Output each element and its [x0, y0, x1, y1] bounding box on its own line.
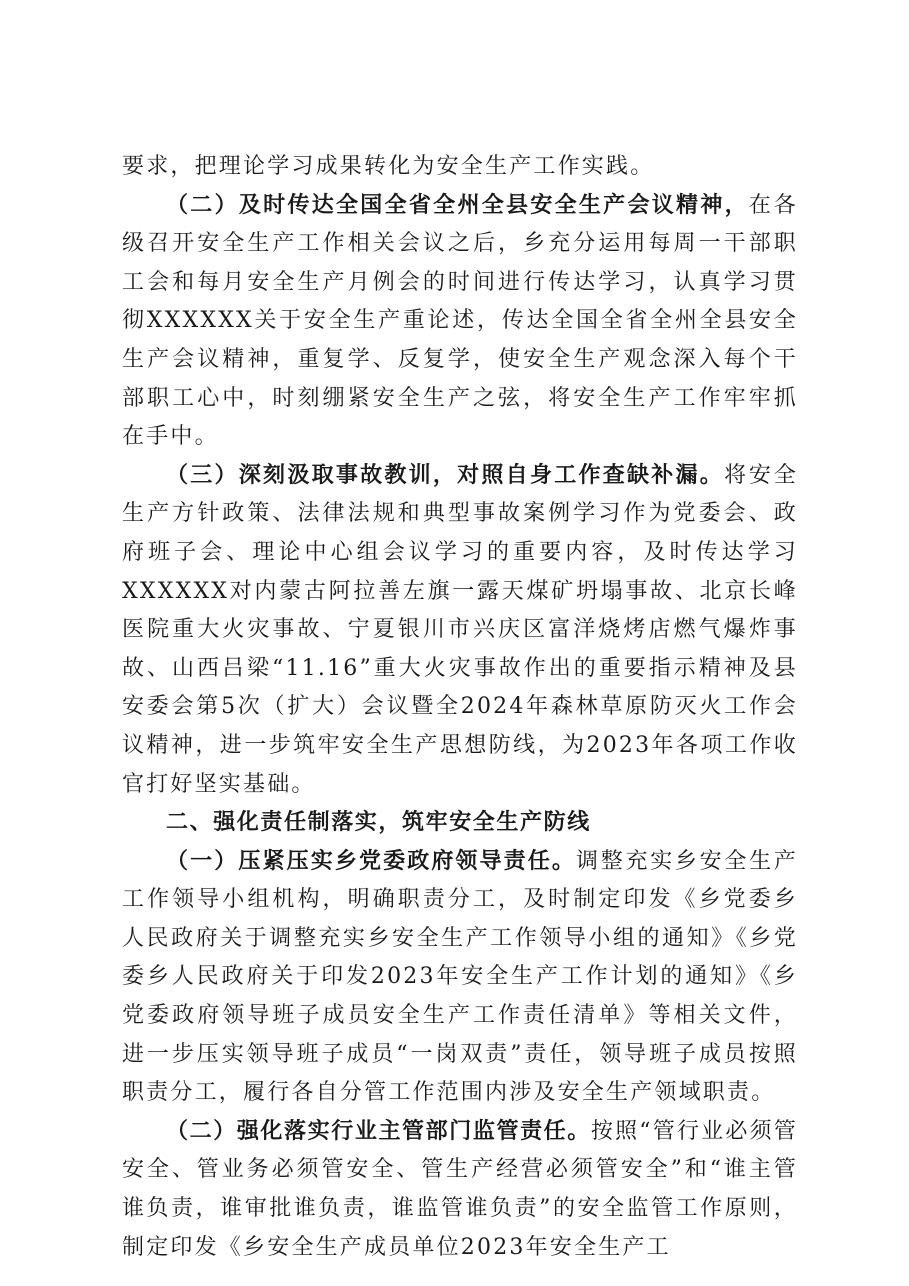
paragraph-text: 按照“管行业必须管安全、管业务必须管安全、管生产经营必须管安全”和“谁主管谁负责，谁审批谁负责，谁监管谁负责”的安全监管工作原则，制定印发《乡安全生产成员单位2023年安全生产工	[122, 1118, 798, 1260]
paragraph-leadership-responsibility	[122, 843, 798, 1113]
document-body	[122, 148, 798, 1267]
paragraph-lead: （三）深刻汲取事故教训，对照自身工作查缺补漏。	[166, 462, 725, 488]
paragraph-supervision-responsibility	[122, 1113, 798, 1267]
paragraph-lead: （二）及时传达全国全省全州全县安全生产会议精神，	[166, 192, 749, 218]
paragraph-lead: （二）强化落实行业主管部门监管责任。	[166, 1118, 591, 1144]
paragraph-lead: （一）压紧压实乡党委政府领导责任。	[166, 848, 577, 874]
paragraph-continuation	[122, 148, 798, 187]
paragraph-text: 在各级召开安全生产工作相关会议之后，乡充分运用每周一干部职工会和每月安全生产月例会的时间进行传达学习，认真学习贯彻XXXXXX关于安全生产重论述，传达全国全省全州全县安全生产会议精神，重复学、反复学，使安全生产观念深入每个干部职工心中，时刻绷紧安全生产之弦，将安全生产工作牢牢抓在手中。	[122, 192, 798, 450]
paragraph-convey-meetings	[122, 187, 798, 457]
paragraph-text: 要求，把理论学习成果转化为安全生产工作实践。	[122, 154, 655, 179]
section-heading: 二、强化责任制落实，筑牢安全生产防线	[166, 810, 591, 836]
paragraph-accident-lessons	[122, 457, 798, 804]
paragraph-text: 调整充实乡安全生产工作领导小组机构，明确职责分工，及时制定印发《乡党委乡人民政府关于调整充实乡安全生产工作领导小组的通知》《乡党委乡人民政府关于印发2023年安全生产工作计划的通知》《乡党委政府领导班子成员安全生产工作责任清单》等相关文件，进一步压实领导班子成员“一岗双责”责任，领导班子成员按照职责分工，履行各自分管工作范围内涉及安全生产领域职责。	[122, 848, 798, 1106]
paragraph-text: 将安全生产方针政策、法律法规和典型事故案例学习作为党委会、政府班子会、理论中心组会议学习的重要内容，及时传达学习XXXXXX对内蒙古阿拉善左旗一露天煤矿坍塌事故、北京长峰医院重大火灾事故、宁夏银川市兴庆区富洋烧烤店燃气爆炸事故、山西吕梁“11.16”重大火灾事故作出的重要指示精神及县安委会第5次（扩大）会议暨全2024年森林草原防灭火工作会议精神，进一步筑牢安全生产思想防线，为2023年各项工作收官打好坚实基础。	[122, 462, 798, 797]
